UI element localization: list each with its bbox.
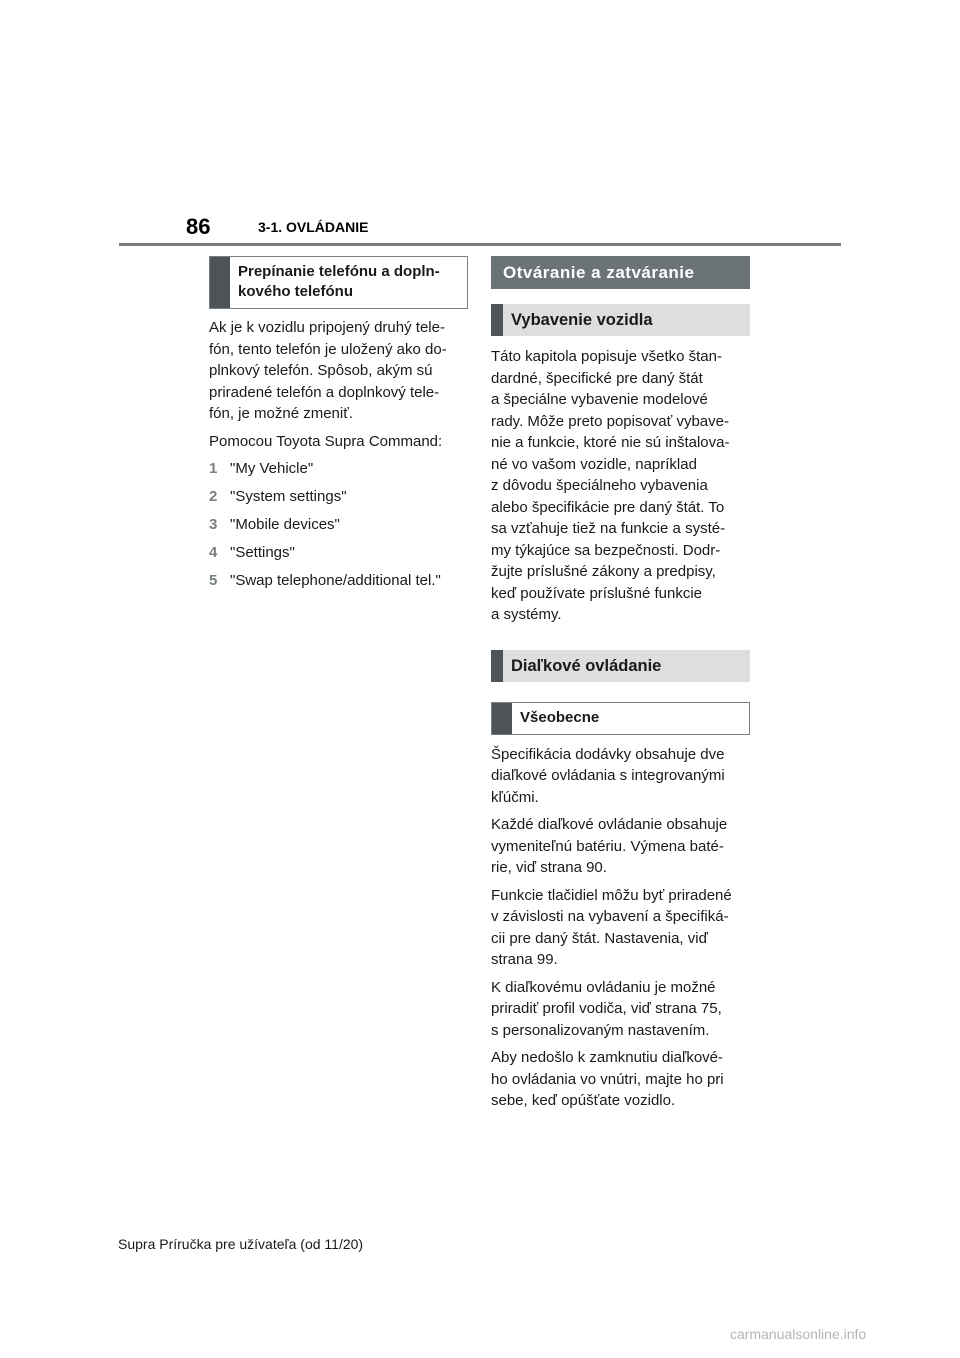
step-text: "Swap telephone/additional tel."	[230, 572, 441, 589]
text-line: fón, tento telefón je uložený ako do-	[209, 340, 447, 358]
text-line: strana 99.	[491, 951, 558, 968]
step-item	[209, 542, 468, 564]
subhead-title-line: kového telefónu	[238, 283, 354, 300]
equipment-paragraph	[491, 346, 750, 626]
text-line: fón, je možné zmeniť.	[209, 405, 354, 422]
text-line: sa vzťahuje tiež na funkcie a systé-	[491, 520, 726, 537]
subhead-title: Všeobecne	[520, 708, 600, 726]
text-line: dardné, špecifické pre daný štát	[491, 369, 703, 387]
text-line: priradené telefón a doplnkový tele-	[209, 383, 440, 401]
step-item	[209, 458, 468, 480]
text-line: z dôvodu špeciálneho vybavenia	[491, 477, 708, 494]
text-line: alebo špecifikácie pre daný štát. To	[491, 498, 725, 516]
left-column	[209, 256, 468, 598]
text-line: nie a funkcie, ktoré nie sú inštalova-	[491, 434, 730, 451]
topic-heading-equipment: Vybavenie vozidla	[491, 304, 750, 336]
text-line: sebe, keď opúšťate vozidlo.	[491, 1092, 676, 1109]
watermark: carmanualsonline.info	[730, 1326, 867, 1342]
text-line: kľúčmi.	[491, 788, 539, 806]
intro-paragraph	[209, 317, 468, 425]
text-line: K diaľkovému ovládaniu je možné	[491, 978, 716, 996]
step-text: "Settings"	[230, 544, 295, 561]
text-line: s personalizovaným nastavením.	[491, 1021, 710, 1039]
steps-list	[209, 458, 468, 592]
command-intro: Pomocou Toyota Supra Command:	[209, 432, 443, 450]
text-line: vymeniteľnú batériu. Výmena baté-	[491, 837, 724, 855]
step-number: 4	[209, 544, 218, 561]
step-item	[209, 486, 468, 508]
step-number: 1	[209, 460, 218, 477]
subhead-general	[491, 702, 750, 735]
remote-paragraph	[491, 885, 750, 971]
text-line: žujte príslušné zákony a predpisy,	[491, 563, 716, 580]
subhead-title-line: Prepínanie telefónu a dopln-	[238, 263, 440, 280]
text-line: cii pre daný štát. Nastavenia, viď	[491, 929, 708, 947]
step-item	[209, 570, 468, 592]
text-line: plnkový telefón. Spôsob, akým sú	[209, 362, 433, 379]
text-line: Táto kapitola popisuje všetko štan-	[491, 348, 722, 365]
remote-paragraph	[491, 814, 750, 879]
step-number: 3	[209, 516, 218, 533]
page-number: 86	[186, 214, 211, 239]
text-line: keď používate príslušné funkcie	[491, 584, 703, 602]
subhead-marker	[492, 703, 512, 734]
step-item	[209, 514, 468, 536]
step-number: 5	[209, 572, 218, 589]
text-line: priradiť profil vodiča, viď strana 75,	[491, 1000, 722, 1017]
text-line: diaľkové ovládania s integrovanými	[491, 767, 725, 784]
step-text: "System settings"	[230, 488, 347, 505]
right-column	[491, 256, 750, 1112]
text-line: né vo vašom vozidle, napríklad	[491, 455, 697, 473]
text-line: Funkcie tlačidiel môžu byť priradené	[491, 886, 732, 904]
text-line: a systémy.	[491, 606, 562, 623]
text-line: ho ovládania vo vnútri, majte ho pri	[491, 1070, 724, 1088]
text-line: rie, viď strana 90.	[491, 859, 607, 876]
text-line: v závislosti na vybavení a špecifiká-	[491, 908, 729, 925]
text-line: Ak je k vozidlu pripojený druhý tele-	[209, 319, 445, 336]
topic-heading-remote: Diaľkové ovládanie	[491, 650, 750, 682]
text-line: Aby nedošlo k zamknutiu diaľkové-	[491, 1049, 723, 1066]
remote-paragraph	[491, 1047, 750, 1112]
text-line: a špeciálne vybavenie modelové	[491, 391, 708, 408]
text-line: my týkajúce sa bezpečnosti. Dodr-	[491, 541, 721, 559]
step-text: "My Vehicle"	[230, 460, 314, 477]
text-line: Špecifikácia dodávky obsahuje dve	[491, 745, 725, 763]
remote-paragraph	[491, 977, 750, 1042]
subhead-phone-swap	[209, 256, 468, 309]
subhead-title	[230, 257, 448, 308]
subhead-marker	[210, 257, 230, 308]
text-line: Každé diaľkové ovládanie obsahuje	[491, 816, 728, 833]
footer-text: Supra Príručka pre užívateľa (od 11/20)	[118, 1236, 364, 1252]
step-text: "Mobile devices"	[230, 516, 340, 533]
step-number: 2	[209, 488, 218, 505]
text-line: rady. Môže preto popisovať vybave-	[491, 412, 729, 430]
chapter-title: Otváranie a zatváranie	[491, 256, 750, 289]
section-title: 3-1. OVLÁDANIE	[258, 219, 369, 235]
header-divider	[119, 243, 841, 246]
remote-paragraph	[491, 744, 750, 809]
